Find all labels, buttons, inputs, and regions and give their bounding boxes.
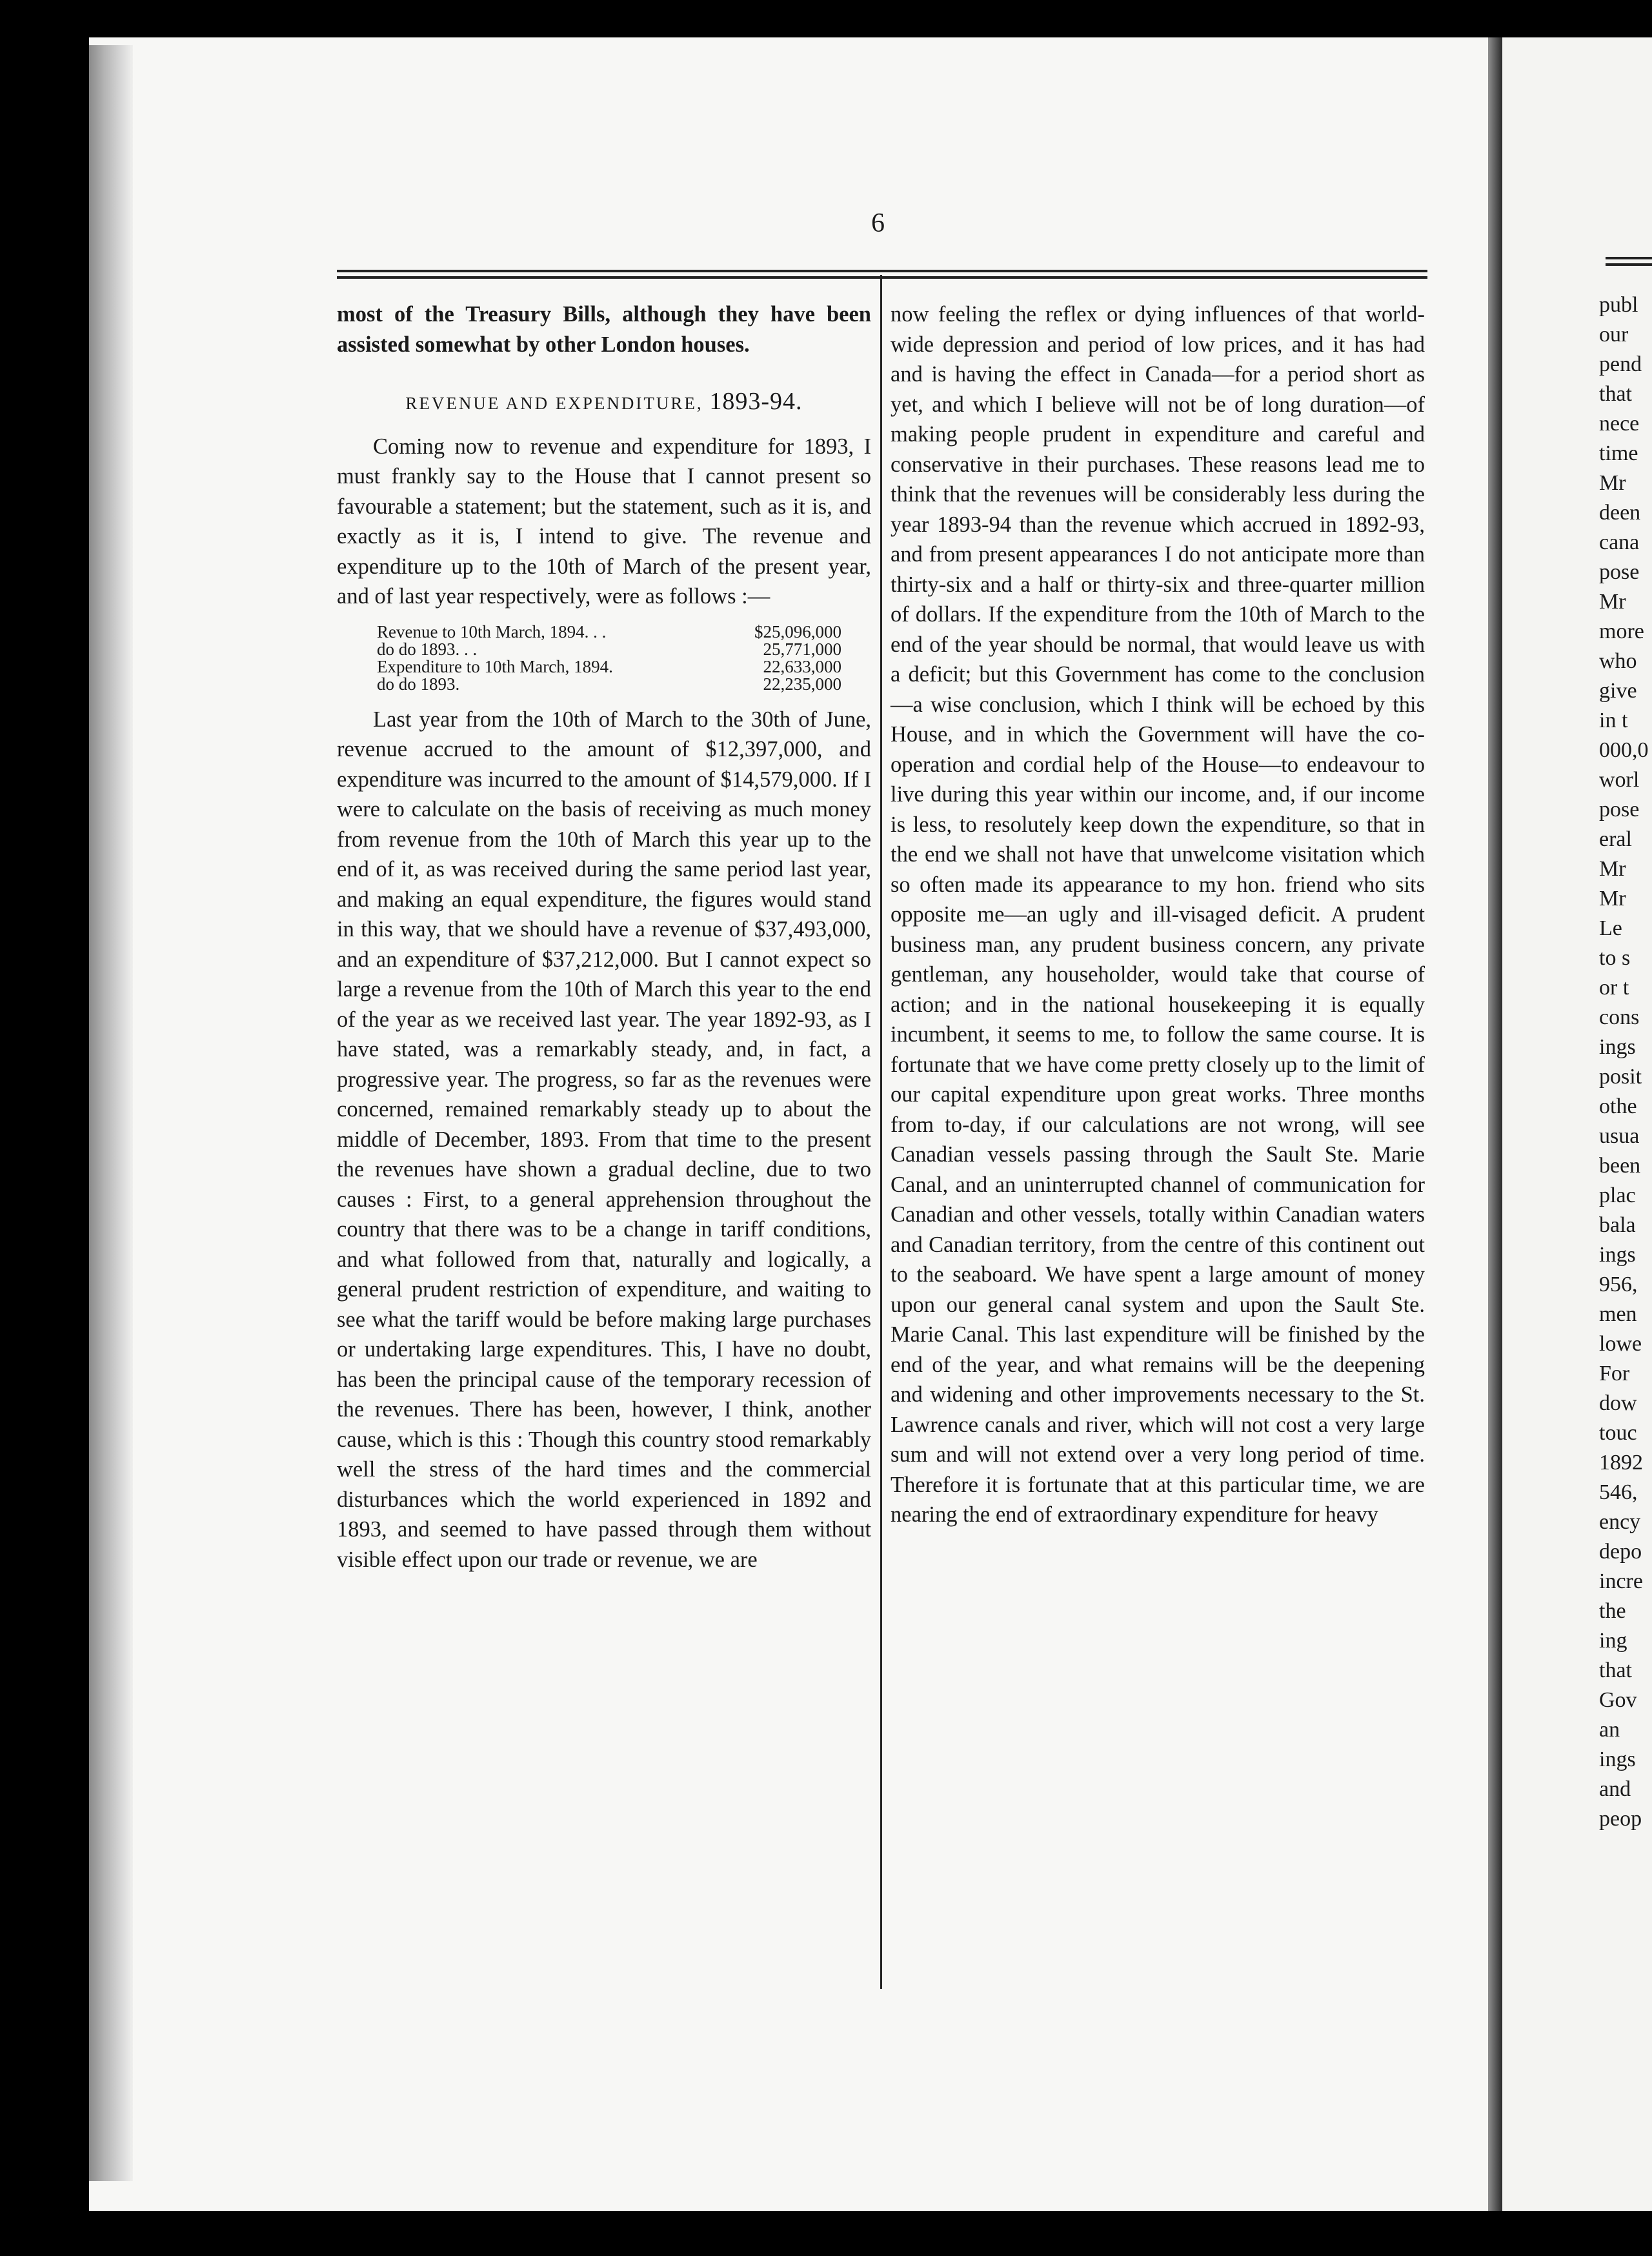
next-page-fragment: depo <box>1599 1540 1642 1564</box>
left-column <box>337 299 871 1575</box>
next-page-fragment: posit <box>1599 1065 1642 1089</box>
next-page-rule-top <box>1606 257 1652 259</box>
paragraph-revenue-intro: Coming now to revenue and expenditure for 1893, I must frankly say to the House that I cannot present so favourable a statement; but the statement, such as it is, and exactly as it is, I intend to give. The revenue and expenditure up to the 10th of March of the present year, and of last year respectively, were as follows :— <box>337 434 871 609</box>
heading-text: REVENUE AND EXPENDITURE, <box>405 394 703 413</box>
next-page-fragment: pose <box>1599 798 1640 821</box>
header-rule-top <box>337 270 1427 272</box>
next-page-fragment: that <box>1599 382 1632 406</box>
next-page-fragment: been <box>1599 1154 1641 1178</box>
next-page-fragment: to s <box>1599 946 1631 970</box>
next-page-fragment: touc <box>1599 1421 1637 1445</box>
next-page-fragment: Le <box>1599 916 1622 940</box>
next-page-fragment: For <box>1599 1362 1630 1385</box>
figures-row <box>377 641 871 658</box>
page-binding-edge <box>89 45 133 2181</box>
next-page-fragment: deen <box>1599 501 1641 525</box>
next-page-rule-bottom <box>1606 263 1652 266</box>
paragraph-continuation: now feeling the reflex or dying influences of that world-wide depression and period of low prices, and it has had and is having the effect in Canada—for a period short as yet, and which I believe will not be of long duration—of making people prudent in expenditure and careful and conservative in their purchases. These reasons lead me to think that the revenues will be considerably less during the year 1893-94 than the revenue which accrued in 1892-93, and from present appearances I do not anticipate more than thirty-six and a half or thirty-six and three-quarter million of dollars. If the expenditure from the 10th of March to the end of the year should be normal, that would leave us with a deficit; but this Government has come to the conclusion—a wise conclusion, which I think will be echoed by this House, and in which the Government will have the co-operation and cordial help of the House—to endeavour to live during this year within our income, and, if our income is less, to resolutely keep down the expenditure, so that in the end we shall not have that unwelcome visitation which so often made its appearance to my hon. friend who sits opposite me—an ugly and ill-visaged deficit. A prudent business man, any prudent business concern, any private gentleman, any householder, would take that course of action; and in the national housekeeping it is equally incumbent, it seems to me, to follow the same course. It is fortunate that we have come pretty closely up to the limit of our capital expenditure upon great works. Three months from to-day, if our calculations are not wrong, will see Canadian vessels passing through the Sault Ste. Marie Canal, and an uninterrupted channel of communication for Canadian and other vessels, totally within Canadian waters and Canadian territory, from the centre of this continent out to the seaboard. We have spent a large amount of money upon our general canal system and upon the Sault Ste. Marie Canal. This last expenditure will be finished by the end of the year, and what remains will be the deepening and widening and other improvements necessary to the St. Lawrence canals and river, which will not cost a very large sum and will not extend over a very long period of time. Therefore it is fortunate that at this particular time, we are nearing the end of extraordinary expenditure for heavy <box>891 302 1425 1527</box>
next-page-fragment: 956, <box>1599 1273 1638 1296</box>
next-page-fragment: men <box>1599 1302 1637 1326</box>
next-page-fragment: incre <box>1599 1569 1643 1593</box>
figures-label: do do 1893. . . <box>377 639 478 659</box>
next-page-fragment: 1892 <box>1599 1451 1643 1475</box>
next-page-fragment: cana <box>1599 530 1640 554</box>
heading-year: 1893-94. <box>709 388 803 415</box>
figures-value: $25,096,000 <box>754 621 841 641</box>
next-page-fragment: plac <box>1599 1183 1636 1207</box>
next-page-fragment: pend <box>1599 352 1642 376</box>
next-page-fragment: Mr <box>1599 471 1626 495</box>
next-page-fragment: ing <box>1599 1629 1627 1653</box>
figures-label: Expenditure to 10th March, 1894. <box>377 656 613 676</box>
next-page-fragment: time <box>1599 441 1638 465</box>
next-page-fragment: dow <box>1599 1391 1637 1415</box>
next-page-fragment: 000,0 <box>1599 738 1649 762</box>
next-page-fragment: usua <box>1599 1124 1640 1148</box>
next-page-fragment: othe <box>1599 1094 1637 1118</box>
next-page-fragment: ings <box>1599 1747 1636 1771</box>
next-page-fragment: that <box>1599 1658 1632 1682</box>
right-column <box>891 299 1425 1530</box>
next-page-fragment: Mr <box>1599 887 1626 911</box>
next-page-fragment: peop <box>1599 1807 1642 1831</box>
next-page-fragment: or t <box>1599 976 1629 1000</box>
next-page-fragment: eral <box>1599 827 1632 851</box>
book-gutter <box>1488 37 1502 2211</box>
figures-table <box>377 623 871 693</box>
next-page-fragment: in t <box>1599 709 1628 732</box>
next-page-fragment: Gov <box>1599 1688 1637 1712</box>
next-page-fragment: our <box>1599 323 1629 347</box>
next-page-text-fragments <box>1599 290 1649 1834</box>
figures-label: Revenue to 10th March, 1894. . . <box>377 621 607 641</box>
next-page-fragment: more <box>1599 619 1644 643</box>
next-page-fragment: the <box>1599 1599 1626 1623</box>
figures-row <box>377 676 871 693</box>
next-page-fragment: an <box>1599 1718 1620 1742</box>
paragraph-revenue-analysis: Last year from the 10th of March to the 30th of June, revenue accrued to the amount of $12,397,000, and expenditure was incurred to the amount of $14,579,000. If I were to calculate on the basis of receiving as much money from revenue from the 10th of March this year up to the end of it, as was received during the same period last year, and making an equal expenditure, the figures would stand in this way, that we should have a revenue of $37,493,000, and an expenditure of $37,212,000. But I cannot expect so large a revenue from the 10th of March this year to the end of the year as we received last year. The year 1892-93, as I have stated, was a remarkably steady, and, in fact, a progressive year. The progress, so far as the revenues were concerned, remained remarkably steady up to about the middle of December, 1893. From that time to the present the revenues have shown a gradual decline, due to two causes : First, to a general apprehension throughout the country that there was to be a change in tariff conditions, and what followed from that, naturally and logically, a general prudent restriction of expenditure, and waiting to see what the tariff would be before making large purchases or undertaking large expenditures. This, I have no doubt, has been the principal cause of the temporary recession of the revenues. There has been, however, I think, another cause, which is this : Though this country stood remarkably well the stress of the hard times and the commercial disturbances which the world experienced in 1892 and 1893, and seemed to have passed through them without visible effect upon our trade or revenue, we are <box>337 707 871 1572</box>
next-page-fragment: ings <box>1599 1035 1636 1059</box>
next-page-fragment: 546, <box>1599 1480 1638 1504</box>
section-heading <box>337 387 871 419</box>
lead-paragraph: most of the Treasury Bills, although they have been assisted somewhat by other London houses. <box>337 302 871 357</box>
next-page-fragment: give <box>1599 679 1637 703</box>
next-page-fragment: ings <box>1599 1243 1636 1267</box>
next-page-fragment: lowe <box>1599 1332 1642 1356</box>
figures-row <box>377 623 871 641</box>
column-divider <box>880 275 882 1989</box>
next-page-fragment: who <box>1599 649 1637 673</box>
next-page-fragment: worl <box>1599 768 1640 792</box>
figures-value: 25,771,000 <box>763 639 841 659</box>
next-page-fragment: Mr <box>1599 590 1626 614</box>
next-page-fragment: ency <box>1599 1510 1641 1534</box>
next-page-fragment: Mr <box>1599 857 1626 881</box>
figures-value: 22,633,000 <box>763 656 841 676</box>
next-page-fragment: publ <box>1599 293 1638 317</box>
header-rule-bottom <box>337 276 1427 279</box>
next-page-fragment: pose <box>1599 560 1640 584</box>
page-number: 6 <box>871 208 885 238</box>
next-page-fragment: cons <box>1599 1005 1640 1029</box>
figures-row <box>377 658 871 676</box>
next-page-fragment: and <box>1599 1777 1631 1801</box>
next-page-fragment: bala <box>1599 1213 1636 1237</box>
figures-value: 22,235,000 <box>763 674 841 694</box>
figures-label: do do 1893. <box>377 674 460 694</box>
next-page-fragment: nece <box>1599 412 1640 436</box>
